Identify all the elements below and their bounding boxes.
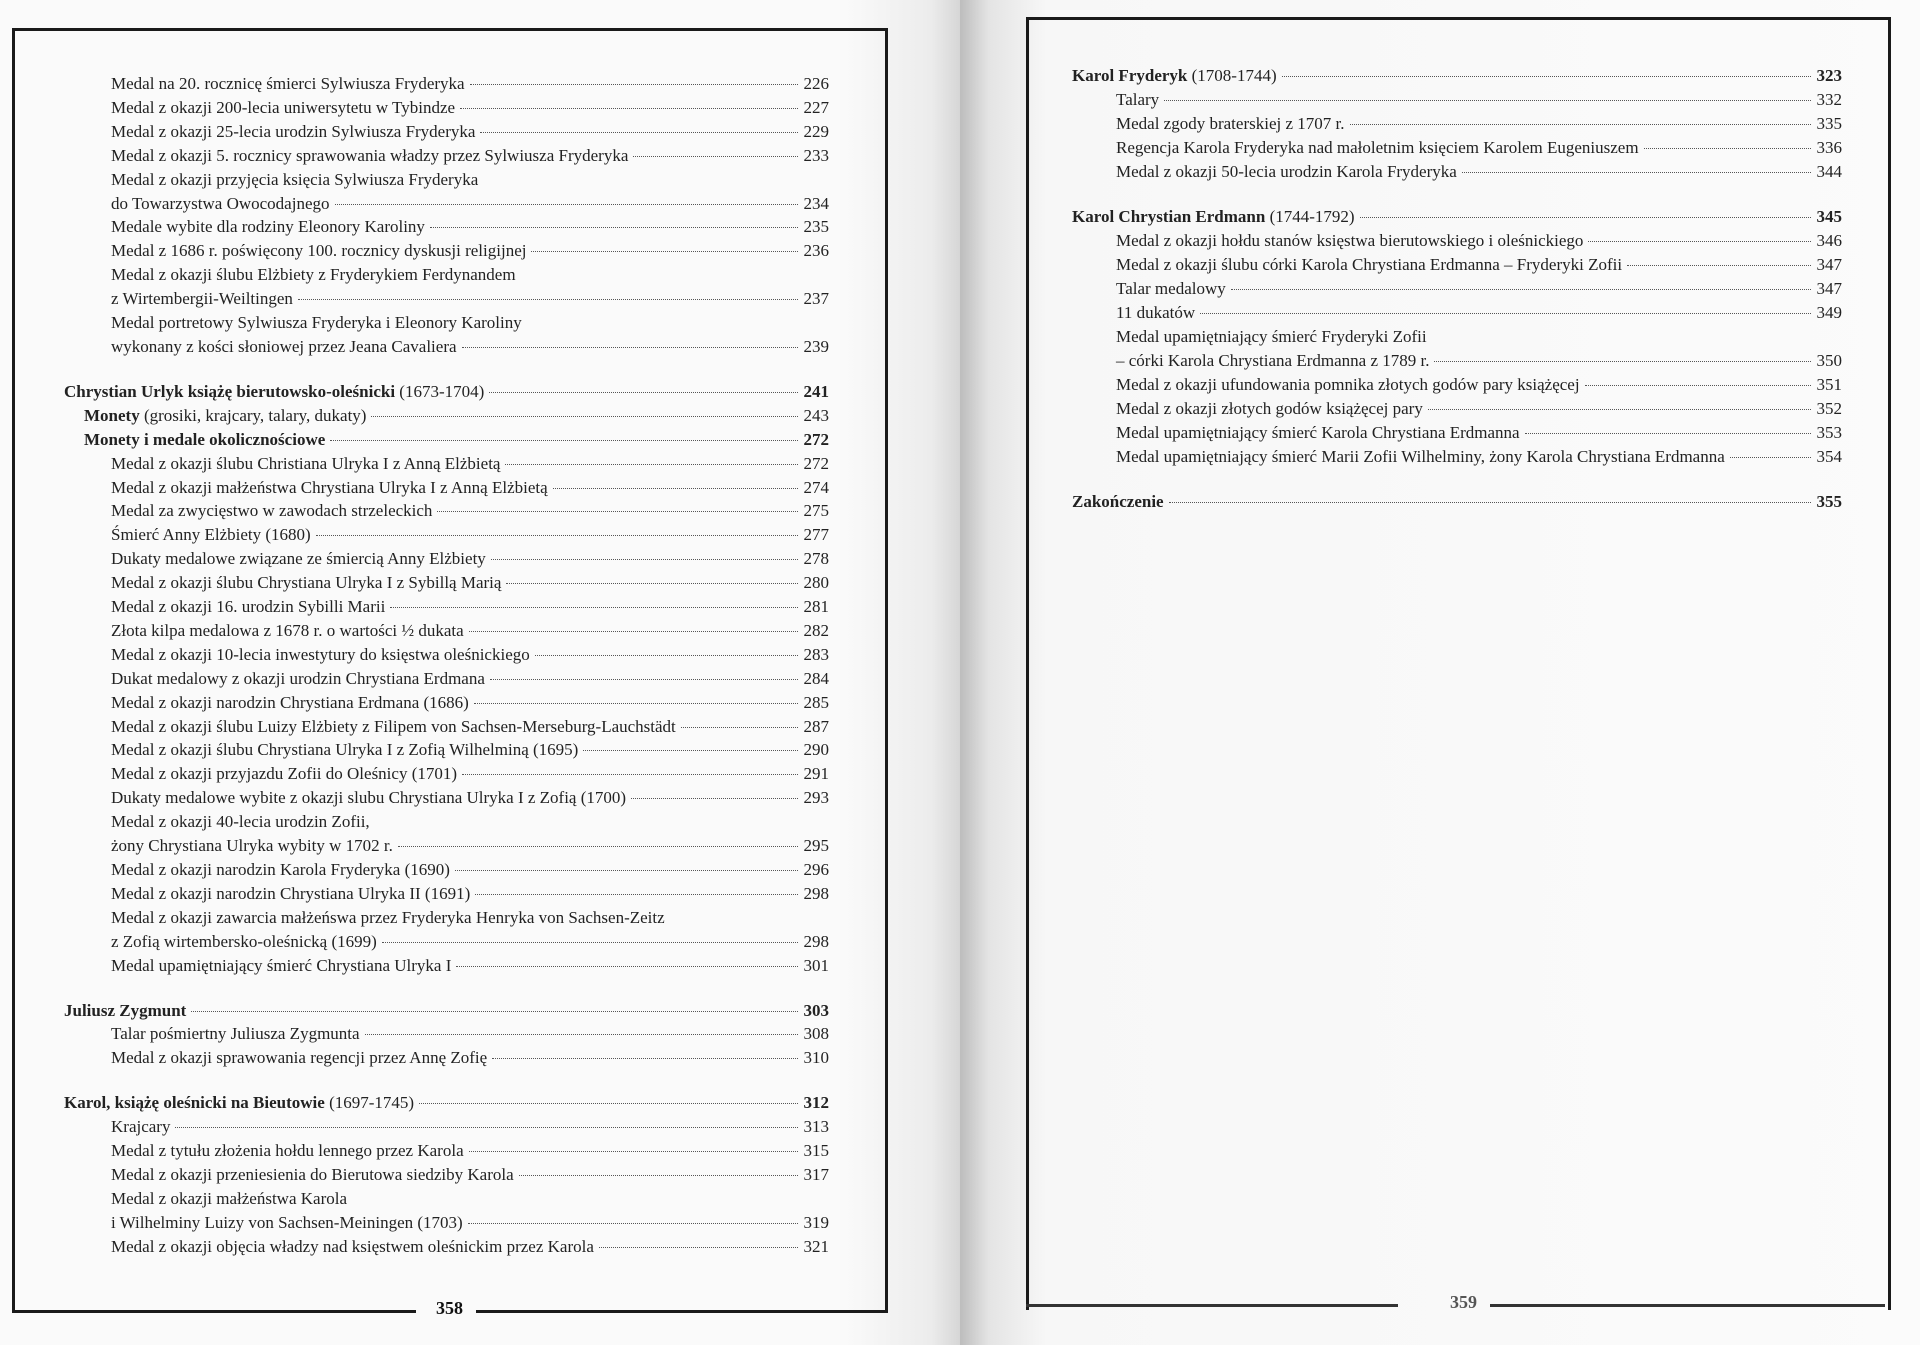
toc-entry-title: [64, 999, 186, 1023]
toc-page-number: 226: [803, 74, 829, 93]
toc-page-number: 290: [803, 740, 829, 760]
toc-entry[interactable]: [64, 954, 829, 978]
toc-entry[interactable]: [64, 476, 829, 500]
toc-page-number: 319: [803, 1212, 829, 1232]
toc-entry-title: Medal zgody braterskiej z 1707 r.: [1116, 114, 1345, 133]
toc-page-number: 236: [803, 241, 829, 261]
toc-entry-title: do Towarzystwa Owocodajnego: [111, 193, 330, 213]
toc-section[interactable]: [64, 428, 829, 452]
dot-leader: [382, 942, 798, 943]
toc-entry[interactable]: [64, 311, 829, 335]
toc-page-number: 347: [1816, 255, 1842, 274]
toc-chapter[interactable]: [64, 380, 829, 404]
section-gap: [1072, 469, 1842, 490]
toc-chapter[interactable]: [1072, 64, 1842, 88]
toc-page-number: 235: [803, 217, 829, 237]
toc-entry[interactable]: [64, 667, 829, 691]
toc-entry[interactable]: [64, 1187, 829, 1211]
toc-page-number: 280: [803, 573, 829, 593]
dot-leader: [455, 870, 798, 871]
toc-entry-title: Medal z okazji ufundowania pomnika złotych godów pary książęcej: [1116, 375, 1580, 394]
toc-entry-title: [84, 428, 325, 452]
toc-chapter[interactable]: [64, 999, 829, 1023]
toc-entry-title-dates: (1744-1792): [1265, 207, 1355, 226]
dot-leader: [1164, 100, 1811, 101]
toc-page-number: 336: [1816, 138, 1842, 157]
toc-entry-title-dates: (grosiki, krajcary, talary, dukaty): [139, 405, 367, 425]
toc-entry-title: Medal upamiętniający śmierć Karola Chrystiana Erdmanna: [1116, 423, 1520, 442]
section-gap: [1072, 184, 1842, 205]
toc-chapter[interactable]: [1072, 490, 1842, 514]
toc-entry[interactable]: [64, 215, 829, 239]
dot-leader: [298, 299, 798, 300]
toc-entry[interactable]: [64, 786, 829, 810]
toc-page-number: 315: [803, 1141, 829, 1161]
toc-entry[interactable]: [64, 523, 829, 547]
toc-entry[interactable]: [1072, 325, 1842, 349]
toc-entry[interactable]: [64, 1115, 829, 1139]
toc-page-number: 301: [803, 955, 829, 975]
dot-leader: [489, 392, 798, 393]
toc-entry[interactable]: [64, 810, 829, 834]
toc-entry[interactable]: [64, 619, 829, 643]
toc-entry-title: Medal z okazji narodzin Karola Fryderyka (1690): [111, 860, 450, 879]
toc-entry-title: [1072, 490, 1164, 514]
dot-leader: [460, 108, 798, 109]
toc-page-number: 308: [803, 1024, 829, 1044]
toc-page-number: 295: [803, 836, 829, 856]
toc-entry[interactable]: [64, 643, 829, 667]
dot-leader: [175, 1127, 798, 1128]
toc-entry[interactable]: [64, 239, 829, 263]
dot-leader: [1282, 76, 1811, 77]
dot-leader: [468, 1223, 798, 1224]
dot-leader: [531, 251, 798, 252]
toc-entry[interactable]: [64, 192, 829, 216]
right-footer-rule-right: [1490, 1304, 1885, 1307]
toc-entry[interactable]: [1072, 445, 1842, 469]
toc-entry-title: [1072, 205, 1355, 229]
toc-entry-title: Medal z okazji ślubu córki Karola Chrystiana Erdmanna – Fryderyki Zofii: [1116, 255, 1623, 274]
toc-entry[interactable]: [64, 263, 829, 287]
toc-entry-title: Medal za zwycięstwo w zawodach strzeleckich: [111, 501, 433, 521]
dot-leader: [505, 464, 798, 465]
toc-entry-title: [1072, 64, 1277, 88]
toc-page-number: 345: [1816, 207, 1842, 226]
toc-entry-title: [84, 404, 366, 428]
toc-entry-title: Medal z okazji 40-lecia urodzin Zofii,: [111, 812, 370, 832]
toc-entry-title: Medal z okazji ślubu Chrystiana Ulryka I z Sybillą Marią: [111, 573, 502, 593]
dot-leader: [1434, 361, 1811, 362]
toc-chapter[interactable]: [64, 1091, 829, 1115]
toc-entry-title: Medal z okazji małżeństwa Chrystiana Ulryka I z Anną Elżbietą: [111, 477, 548, 497]
toc-entry-title: Medal upamiętniający śmierć Marii Zofii Wilhelminy, żony Karola Chrystiana Erdmanna: [1116, 447, 1725, 466]
section-gap: [64, 359, 829, 380]
toc-entry-title: z Zofią wirtembersko-oleśnicką (1699): [111, 931, 377, 951]
section-gap: [64, 1070, 829, 1091]
toc-page-number: 346: [1816, 231, 1842, 250]
toc-entry-title: Medal z okazji przeniesienia do Bierutowa siedziby Karola: [111, 1164, 514, 1184]
dot-leader: [365, 1034, 798, 1035]
toc-page-number: 282: [803, 620, 829, 640]
toc-entry-title: Medal z okazji 200-lecia uniwersytetu w Tybindze: [111, 97, 456, 117]
toc-entry-title-bold: Juliusz Zygmunt: [64, 1000, 187, 1020]
toc-entry[interactable]: [64, 715, 829, 739]
toc-entry[interactable]: [64, 571, 829, 595]
toc-page-number: 349: [1816, 303, 1842, 322]
toc-entry-title: Medal z okazji 5. rocznicy sprawowania władzy przez Sylwiusza Fryderyka: [111, 145, 629, 165]
toc-entry-title: Dukaty medalowe wybite z okazji slubu Chrystiana Ulryka I z Zofią (1700): [111, 788, 627, 808]
dot-leader: [1462, 172, 1811, 173]
toc-page-number: 241: [803, 381, 829, 401]
toc-entry[interactable]: [64, 120, 829, 144]
toc-section[interactable]: [64, 404, 829, 428]
toc-entry[interactable]: [64, 930, 829, 954]
toc-entry-title: Medal z okazji 10-lecia inwestytury do księstwa oleśnickiego: [111, 644, 530, 664]
toc-page-number: 321: [803, 1236, 829, 1256]
dot-leader: [599, 1247, 798, 1248]
section-gap: [64, 978, 829, 999]
toc-page-number: 243: [803, 405, 829, 425]
toc-entry[interactable]: [64, 595, 829, 619]
toc-page-number: 313: [803, 1117, 829, 1137]
toc-entry-title: Medal z okazji hołdu stanów księstwa bierutowskiego i oleśnickiego: [1116, 231, 1584, 250]
dot-leader: [437, 511, 798, 512]
dot-leader: [191, 1011, 798, 1012]
toc-entry-title: Medal z okazji zawarcia małżeńswa przez Fryderyka Henryka von Sachsen-Zeitz: [111, 907, 665, 927]
toc-entry[interactable]: [64, 691, 829, 715]
toc-entry-title-dates: (1708-1744): [1187, 66, 1277, 85]
toc-entry[interactable]: [1072, 421, 1842, 445]
right-page-number: 359: [1450, 1292, 1477, 1312]
dot-leader: [390, 607, 798, 608]
toc-entry-title-bold: Monety: [84, 405, 140, 425]
toc-entry[interactable]: [64, 738, 829, 762]
toc-page-number: 274: [803, 477, 829, 497]
dot-leader: [470, 84, 798, 85]
toc-entry[interactable]: [1072, 229, 1842, 253]
toc-page-number: 237: [803, 289, 829, 309]
toc-page-number: 272: [803, 429, 829, 449]
toc-page-number: 296: [803, 860, 829, 879]
toc-entry-title: Talar pośmiertny Juliusza Zygmunta: [111, 1024, 360, 1044]
left-footer-rule-right: [476, 1310, 885, 1313]
toc-entry-title-bold: Chrystian Urlyk książę bierutowsko-oleśnicki: [64, 381, 396, 401]
toc-page-number: 278: [803, 549, 829, 569]
toc-page-number: 277: [803, 525, 829, 545]
toc-page-number: 233: [803, 145, 829, 165]
toc-entry-title: wykonany z kości słoniowej przez Jeana Cavaliera: [111, 336, 457, 356]
toc-page-number: 354: [1816, 447, 1842, 466]
toc-page-number: 351: [1816, 375, 1842, 394]
toc-entry-title: Medal z okazji 50-lecia urodzin Karola Fryderyka: [1116, 162, 1457, 181]
toc-page-number: 293: [803, 788, 829, 808]
dot-leader: [456, 966, 798, 967]
toc-page-number: 284: [803, 668, 829, 688]
toc-entry[interactable]: [64, 335, 829, 359]
toc-entry[interactable]: [64, 168, 829, 192]
dot-leader: [1588, 241, 1811, 242]
toc-page-number: 335: [1816, 114, 1842, 133]
dot-leader: [1730, 457, 1811, 458]
dot-leader: [475, 894, 798, 895]
dot-leader: [1169, 502, 1811, 503]
toc-entry-title: Medal na 20. rocznicę śmierci Sylwiusza Fryderyka: [111, 74, 465, 93]
toc-entry-title: Dukat medalowy z okazji urodzin Chrystiana Erdmana: [111, 668, 485, 688]
toc-page-number: 347: [1816, 279, 1842, 298]
toc-page-number: 332: [1816, 90, 1842, 109]
dot-leader: [462, 774, 798, 775]
toc-entry[interactable]: [1072, 397, 1842, 421]
dot-leader: [335, 204, 799, 205]
toc-page-number: 350: [1816, 351, 1842, 370]
right-page: [960, 0, 1920, 1345]
toc-page-number: 239: [803, 336, 829, 356]
toc-entry-title: Złota kilpa medalowa z 1678 r. o wartości ½ dukata: [111, 620, 464, 640]
dot-leader: [491, 559, 798, 560]
toc-entry[interactable]: [64, 452, 829, 476]
toc-entry-title: żony Chrystiana Ulryka wybity w 1702 r.: [111, 836, 393, 856]
dot-leader: [1525, 433, 1811, 434]
toc-page-number: 312: [803, 1093, 829, 1113]
dot-leader: [490, 679, 798, 680]
toc-page-number: 353: [1816, 423, 1842, 442]
toc-entry-title: Medal z okazji przyjęcia księcia Sylwiusza Fryderyka: [111, 169, 479, 189]
toc-entry-title-dates: (1697-1745): [324, 1093, 415, 1113]
toc-entry-title: Medal z okazji sprawowania regencji przez Annę Zofię: [111, 1048, 488, 1068]
toc-entry[interactable]: [64, 287, 829, 311]
toc-entry-title: Medal z okazji ślubu Chrystiana Ulryka I z Zofią Wilhelminą (1695): [111, 740, 579, 760]
toc-entry-title: Medal z okazji przyjazdu Zofii do Oleśnicy (1701): [111, 764, 458, 784]
toc-entry[interactable]: [64, 1163, 829, 1187]
toc-entry-title: Medal z okazji narodzin Chrystiana Ulryka II (1691): [111, 883, 471, 903]
toc-entry-title: Medal z 1686 r. poświęcony 100. rocznicy dyskusji religijnej: [111, 241, 527, 261]
toc-entry-title: Medal z okazji ślubu Christiana Ulryka I z Anną Elżbietą: [111, 453, 501, 473]
toc-entry-title-bold: Karol Fryderyk: [1072, 66, 1188, 85]
toc-entry-title: Medal z tytułu złożenia hołdu lennego przez Karola: [111, 1141, 464, 1161]
toc-entry-title: Medal z okazji 16. urodzin Sybilli Marii: [111, 597, 386, 617]
toc-entry[interactable]: [64, 834, 829, 858]
toc-entry[interactable]: [64, 858, 829, 882]
toc-entry-title: Medal z okazji ślubu Elżbiety z Fryderykiem Ferdynandem: [111, 265, 516, 285]
toc-entry[interactable]: [64, 1235, 829, 1259]
toc-entry-title: Medal z okazji 25-lecia urodzin Sylwiusza Fryderyka: [111, 121, 476, 141]
toc-page-number: 287: [803, 716, 829, 736]
toc-page-number: 323: [1816, 66, 1842, 85]
dot-leader: [1644, 148, 1811, 149]
toc-page-number: 352: [1816, 399, 1842, 418]
dot-leader: [419, 1103, 798, 1104]
dot-leader: [480, 132, 798, 133]
toc-page-number: 344: [1816, 162, 1842, 181]
toc-entry[interactable]: [1072, 301, 1842, 325]
dot-leader: [474, 703, 798, 704]
dot-leader: [506, 583, 798, 584]
dot-leader: [469, 1151, 798, 1152]
dot-leader: [1360, 217, 1811, 218]
dot-leader: [1231, 289, 1811, 290]
toc-entry[interactable]: [64, 547, 829, 571]
dot-leader: [430, 227, 798, 228]
right-toc: [1072, 64, 1842, 514]
dot-leader: [330, 440, 798, 441]
dot-leader: [535, 655, 798, 656]
dot-leader: [1200, 313, 1811, 314]
toc-page-number: 283: [803, 644, 829, 664]
dot-leader: [1627, 265, 1811, 266]
toc-entry-title: Talar medalowy: [1116, 279, 1226, 298]
dot-leader: [553, 488, 798, 489]
toc-entry[interactable]: [64, 1139, 829, 1163]
left-toc: [64, 72, 829, 1259]
toc-entry-title-bold: Zakończenie: [1072, 492, 1164, 511]
toc-page-number: 234: [803, 193, 829, 213]
toc-entry-title-dates: (1673-1704): [395, 381, 485, 401]
toc-entry[interactable]: [1072, 253, 1842, 277]
toc-entry-title: z Wirtembergii-Weiltingen: [111, 289, 293, 309]
dot-leader: [1428, 409, 1811, 410]
toc-page-number: 229: [803, 121, 829, 141]
toc-entry-title: [64, 1091, 414, 1115]
dot-leader: [631, 798, 798, 799]
toc-entry-title: Medal upamiętniający śmierć Fryderyki Zofii: [1116, 327, 1427, 346]
dot-leader: [1350, 124, 1812, 125]
toc-page-number: 275: [803, 501, 829, 521]
toc-entry[interactable]: [64, 499, 829, 523]
dot-leader: [371, 416, 798, 417]
toc-page-number: 310: [803, 1048, 829, 1068]
toc-entry[interactable]: [64, 1046, 829, 1070]
dot-leader: [681, 727, 798, 728]
toc-entry[interactable]: [64, 144, 829, 168]
toc-entry[interactable]: [1072, 136, 1842, 160]
toc-entry-title: Talary: [1116, 90, 1160, 109]
toc-entry-title: 11 dukatów: [1116, 303, 1196, 322]
toc-entry-title: Medal z okazji narodzin Chrystiana Erdmana (1686): [111, 692, 469, 712]
toc-entry-title: i Wilhelminy Luizy von Sachsen-Meiningen (1703): [111, 1212, 463, 1232]
toc-entry[interactable]: [64, 882, 829, 906]
toc-entry-title-bold: Karol, książę oleśnicki na Bieutowie: [64, 1093, 325, 1113]
left-footer-rule: [12, 1310, 416, 1313]
dot-leader: [519, 1175, 798, 1176]
toc-page-number: 317: [803, 1164, 829, 1184]
toc-entry-title: Medal z okazji małżeństwa Karola: [111, 1188, 348, 1208]
toc-entry-title: Medal upamiętniający śmierć Chrystiana Ulryka I: [111, 955, 452, 975]
toc-entry[interactable]: [1072, 277, 1842, 301]
toc-entry-title: Krajcary: [111, 1117, 171, 1137]
toc-entry[interactable]: [64, 762, 829, 786]
toc-entry-title: [64, 380, 484, 404]
toc-entry[interactable]: [64, 906, 829, 930]
dot-leader: [583, 750, 798, 751]
dot-leader: [398, 846, 798, 847]
toc-entry-title: – córki Karola Chrystiana Erdmanna z 1789 r.: [1116, 351, 1430, 370]
toc-entry-title: Dukaty medalowe związane ze śmiercią Anny Elżbiety: [111, 549, 486, 569]
toc-entry-title: Śmierć Anny Elżbiety (1680): [111, 525, 311, 545]
toc-entry[interactable]: [1072, 160, 1842, 184]
toc-page-number: 303: [803, 1000, 829, 1020]
dot-leader: [316, 535, 798, 536]
toc-page-number: 227: [803, 97, 829, 117]
toc-chapter[interactable]: [1072, 205, 1842, 229]
toc-page-number: 291: [803, 764, 829, 784]
toc-entry[interactable]: [64, 1211, 829, 1235]
toc-entry[interactable]: [1072, 373, 1842, 397]
toc-entry-title: Medale wybite dla rodziny Eleonory Karoliny: [111, 217, 425, 237]
dot-leader: [492, 1058, 798, 1059]
dot-leader: [469, 631, 798, 632]
toc-page-number: 298: [803, 883, 829, 903]
dot-leader: [633, 156, 798, 157]
toc-entry[interactable]: [1072, 88, 1842, 112]
dot-leader: [462, 347, 798, 348]
toc-entry[interactable]: [64, 1022, 829, 1046]
toc-page-number: 355: [1816, 492, 1842, 511]
toc-page-number: 281: [803, 597, 829, 617]
toc-entry-title: Regencja Karola Fryderyka nad małoletnim księciem Karolem Eugeniuszem: [1116, 138, 1639, 157]
toc-page-number: 298: [803, 931, 829, 951]
toc-entry[interactable]: [64, 96, 829, 120]
toc-entry-title: Medal z okazji ślubu Luizy Elżbiety z Filipem von Sachsen-Merseburg-Lauchstädt: [111, 716, 676, 736]
toc-entry[interactable]: [1072, 349, 1842, 373]
toc-page-number: 285: [803, 692, 829, 712]
toc-entry-title: Medal z okazji objęcia władzy nad księstwem oleśnickim przez Karola: [111, 1236, 594, 1256]
toc-page-number: 272: [803, 453, 829, 473]
toc-entry[interactable]: [1072, 112, 1842, 136]
toc-entry-title: Medal z okazji złotych godów książęcej pary: [1116, 399, 1423, 418]
dot-leader: [1585, 385, 1811, 386]
right-footer-rule: [1026, 1304, 1398, 1307]
toc-entry-title-bold: Karol Chrystian Erdmann: [1072, 207, 1266, 226]
toc-entry-title-bold: Monety i medale okolicznościowe: [84, 429, 326, 449]
toc-entry-title: Medal portretowy Sylwiusza Fryderyka i Eleonory Karoliny: [111, 313, 522, 333]
left-page-number: 358: [436, 1298, 463, 1318]
toc-entry[interactable]: [64, 72, 829, 96]
